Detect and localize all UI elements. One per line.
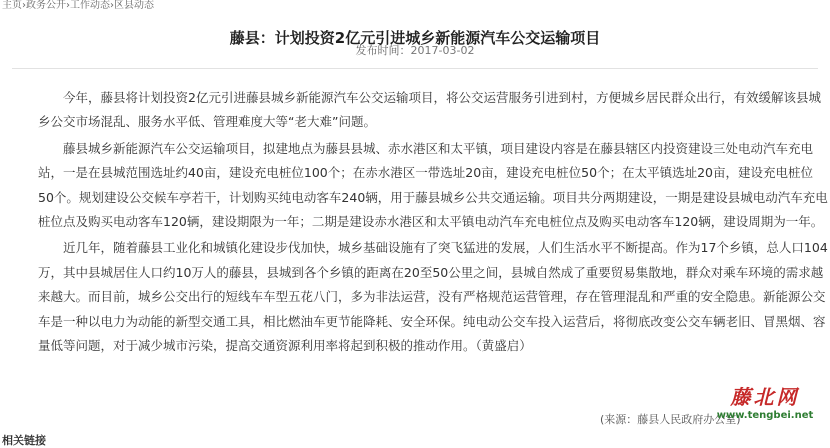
article-paragraph: 近几年，随着藤县工业化和城镇化建设步伐加快，城乡基础设施有了突飞猛进的发展，人们生活水平不断提高。作为17个乡镇，总人口104万，其中县城居住人口约10万人的藤县，县城到各个乡镇的距离在20至50公里之间，县城自然成了重要贸易集散地，群众对乘车环境的需求越来越大。而目前，城乡公交出行的短线车车型五花八门，多为非法运营，没有严格规范运营管理，存在管理混乱和严重的安全隐患。新能源公交车是一种以电力为动能的新型交通工具，相比燃油车更节能降耗、安全环保。纯电动公交车投入运营后，将彻底改变公交车辆老旧、冒黑烟、容量低等问题，对于减少城市污染，提高交通资源利用率将起到积极的推动作用。（黄盛启） (38, 240, 828, 354)
article-title: 藤县：计划投资2亿元引进城乡新能源汽车公交运输项目 (229, 29, 601, 48)
publish-date-value: 2017-03-02 (410, 44, 475, 57)
publish-date (0, 42, 830, 58)
title-divider (12, 68, 818, 69)
article-paragraph: 藤县城乡新能源汽车公交运输项目，拟建地点为藤县县城、赤水港区和太平镇，项目建设内容是在藤县辖区内投资建设三处电动汽车充电站，一是在县城范围选址约40亩，建设充电桩位100个；在赤水港区一带选址20亩，建设充电桩位50个；在太平镇选址20亩，建设充电桩位50个。规划建设公交候车亭若干，计划购买纯电动客车240辆，用于藤县城乡公共交通运输。项目共分两期建设，一期是建设县城电动汽车充电桩位点及购买电动客车120辆，建设期限为一年；二期是建设赤水港区和太平镇电动汽车充电桩位点及购买电动客车120辆，建设周期为一年。 (38, 140, 828, 230)
breadcrumb[interactable]: 主页›政务公开›工作动态›区县动态 (2, 0, 154, 11)
article-source: (来源：藤县人民政府办公室) (600, 413, 741, 426)
article-paragraph: 今年，藤县将计划投资2亿元引进藤县城乡新能源汽车公交运输项目，将公交运营服务引进到村，方便城乡居民群众出行，有效缓解该县城乡公交市场混乱、服务水平低、管理难度大等“老大难”问题。 (38, 90, 821, 130)
watermark-name: 藤北网 (730, 385, 800, 409)
publish-date-label: 发布时间： (355, 44, 411, 57)
article-body (38, 86, 828, 360)
site-watermark-logo (706, 384, 824, 434)
watermark-url: www.tengbei.net (716, 410, 814, 421)
related-links-heading: 相关链接 (2, 434, 46, 447)
